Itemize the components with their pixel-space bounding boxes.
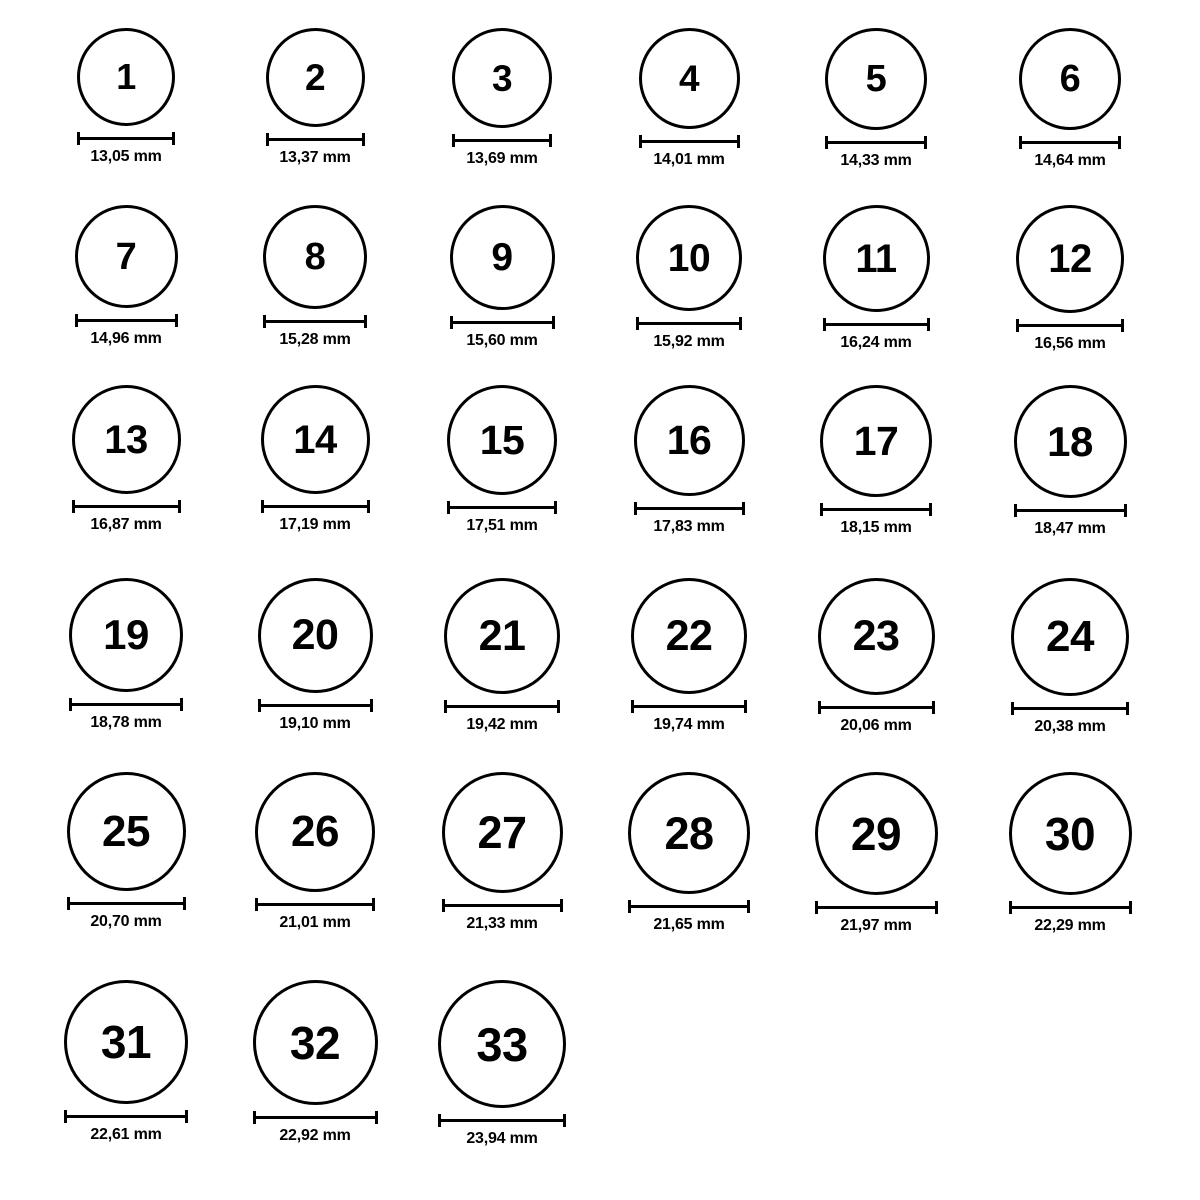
diameter-measure-bar bbox=[263, 315, 367, 327]
diameter-measure-bar bbox=[634, 502, 745, 514]
measure-line bbox=[75, 319, 178, 322]
measure-cap-right bbox=[1121, 319, 1124, 332]
diameter-label: 20,38 mm bbox=[1034, 718, 1106, 735]
diameter-measure-bar bbox=[631, 700, 747, 712]
measure-cap-left bbox=[815, 901, 818, 914]
measure-cap-right bbox=[178, 500, 181, 513]
ring-size-number: 14 bbox=[293, 417, 337, 462]
measure-cap-right bbox=[180, 698, 183, 711]
ring-circle bbox=[631, 578, 747, 694]
measure-cap-left bbox=[1016, 319, 1019, 332]
measure-line bbox=[634, 507, 745, 510]
diameter-measure-bar bbox=[266, 133, 365, 145]
diameter-label: 21,01 mm bbox=[279, 914, 351, 931]
ring-circle bbox=[825, 28, 927, 130]
diameter-measure-bar bbox=[450, 316, 555, 328]
measure-cap-right bbox=[927, 318, 930, 331]
diameter-measure-bar bbox=[444, 700, 560, 712]
ring-circle bbox=[77, 28, 175, 126]
measure-cap-right bbox=[1129, 901, 1132, 914]
measure-line bbox=[67, 902, 186, 905]
measure-cap-left bbox=[639, 135, 642, 148]
diameter-measure-bar bbox=[820, 503, 932, 515]
ring-circle bbox=[820, 385, 932, 497]
measure-cap-right bbox=[185, 1110, 188, 1123]
diameter-measure-bar bbox=[447, 501, 557, 513]
ring-size-number: 7 bbox=[115, 235, 137, 278]
measure-line bbox=[450, 321, 555, 324]
ring-circle bbox=[69, 578, 183, 692]
diameter-label: 14,01 mm bbox=[653, 151, 725, 168]
measure-cap-left bbox=[823, 318, 826, 331]
measure-line bbox=[72, 505, 181, 508]
diameter-measure-bar bbox=[815, 901, 938, 913]
diameter-measure-bar bbox=[1016, 319, 1124, 331]
ring-size-number: 10 bbox=[667, 236, 711, 280]
ring-size-number: 5 bbox=[865, 58, 887, 100]
measure-line bbox=[442, 904, 563, 907]
ring-size-number: 4 bbox=[678, 58, 700, 99]
measure-cap-left bbox=[1019, 136, 1022, 149]
ring-circle bbox=[1011, 578, 1129, 696]
ring-size-cell bbox=[240, 980, 390, 1145]
measure-line bbox=[636, 322, 742, 325]
ring-circle bbox=[450, 205, 555, 310]
measure-cap-right bbox=[932, 701, 935, 714]
diameter-label: 19,42 mm bbox=[466, 716, 538, 733]
measure-line bbox=[261, 505, 370, 508]
measure-cap-left bbox=[442, 899, 445, 912]
measure-cap-right bbox=[372, 898, 375, 911]
ring-size-number: 8 bbox=[304, 236, 326, 278]
diameter-measure-bar bbox=[628, 900, 750, 912]
diameter-label: 17,83 mm bbox=[653, 518, 725, 535]
ring-size-number: 13 bbox=[104, 417, 148, 462]
diameter-measure-bar bbox=[255, 898, 375, 910]
measure-cap-left bbox=[77, 132, 80, 145]
diameter-measure-bar bbox=[452, 134, 552, 146]
ring-size-number: 24 bbox=[1046, 612, 1094, 661]
diameter-label: 18,78 mm bbox=[90, 714, 162, 731]
ring-size-cell bbox=[995, 28, 1145, 170]
ring-circle bbox=[444, 578, 560, 694]
measure-cap-left bbox=[820, 503, 823, 516]
measure-cap-right bbox=[364, 315, 367, 328]
ring-size-number: 26 bbox=[291, 807, 339, 856]
diameter-measure-bar bbox=[77, 132, 175, 144]
diameter-measure-bar bbox=[1009, 901, 1132, 913]
measure-cap-left bbox=[255, 898, 258, 911]
ring-size-cell bbox=[51, 205, 201, 348]
measure-line bbox=[1016, 324, 1124, 327]
measure-cap-right bbox=[563, 1114, 566, 1127]
ring-size-number: 23 bbox=[852, 612, 900, 660]
ring-size-number: 33 bbox=[476, 1017, 528, 1071]
measure-cap-right bbox=[935, 901, 938, 914]
measure-cap-right bbox=[1126, 702, 1129, 715]
measure-line bbox=[818, 706, 935, 709]
measure-cap-left bbox=[628, 900, 631, 913]
diameter-label: 17,51 mm bbox=[466, 517, 538, 534]
measure-cap-left bbox=[818, 701, 821, 714]
measure-line bbox=[263, 320, 367, 323]
ring-circle bbox=[258, 578, 373, 693]
diameter-label: 22,92 mm bbox=[279, 1127, 351, 1144]
ring-size-cell bbox=[427, 772, 577, 933]
measure-line bbox=[69, 703, 183, 706]
ring-size-cell bbox=[240, 772, 390, 932]
measure-line bbox=[266, 138, 365, 141]
ring-circle bbox=[634, 385, 745, 496]
ring-size-cell bbox=[995, 205, 1145, 353]
ring-size-number: 1 bbox=[116, 56, 136, 97]
measure-cap-left bbox=[447, 501, 450, 514]
ring-size-number: 27 bbox=[477, 807, 527, 858]
diameter-label: 15,92 mm bbox=[653, 333, 725, 350]
measure-cap-left bbox=[1009, 901, 1012, 914]
diameter-measure-bar bbox=[1014, 504, 1127, 516]
measure-cap-left bbox=[64, 1110, 67, 1123]
diameter-label: 13,37 mm bbox=[279, 149, 351, 166]
measure-line bbox=[815, 906, 938, 909]
measure-line bbox=[825, 141, 927, 144]
measure-cap-right bbox=[175, 314, 178, 327]
measure-cap-right bbox=[929, 503, 932, 516]
ring-size-cell bbox=[240, 578, 390, 733]
measure-cap-left bbox=[69, 698, 72, 711]
ring-size-number: 22 bbox=[665, 611, 713, 660]
ring-circle bbox=[67, 772, 186, 891]
diameter-label: 14,33 mm bbox=[840, 152, 912, 169]
diameter-label: 22,61 mm bbox=[90, 1126, 162, 1143]
ring-size-number: 2 bbox=[304, 57, 326, 98]
ring-size-cell bbox=[801, 205, 951, 352]
measure-line bbox=[631, 705, 747, 708]
ring-circle bbox=[72, 385, 181, 494]
measure-cap-right bbox=[1118, 136, 1121, 149]
ring-size-cell bbox=[427, 385, 577, 535]
measure-cap-left bbox=[825, 136, 828, 149]
ring-size-number: 28 bbox=[664, 807, 714, 859]
measure-line bbox=[639, 140, 740, 143]
measure-line bbox=[64, 1115, 188, 1118]
measure-line bbox=[1011, 707, 1129, 710]
ring-circle bbox=[628, 772, 750, 894]
ring-circle bbox=[447, 385, 557, 495]
measure-line bbox=[628, 905, 750, 908]
measure-cap-right bbox=[744, 700, 747, 713]
diameter-label: 17,19 mm bbox=[279, 516, 351, 533]
ring-size-cell bbox=[51, 28, 201, 166]
ring-circle bbox=[1016, 205, 1124, 313]
ring-circle bbox=[639, 28, 740, 129]
measure-cap-right bbox=[1124, 504, 1127, 517]
ring-size-cell bbox=[614, 772, 764, 934]
measure-line bbox=[1014, 509, 1127, 512]
ring-size-number: 20 bbox=[291, 611, 339, 659]
ring-size-cell bbox=[51, 578, 201, 732]
diameter-measure-bar bbox=[258, 699, 373, 711]
measure-line bbox=[444, 705, 560, 708]
ring-size-cell bbox=[995, 578, 1145, 736]
measure-cap-right bbox=[172, 132, 175, 145]
diameter-label: 20,70 mm bbox=[90, 913, 162, 930]
ring-circle bbox=[818, 578, 935, 695]
measure-line bbox=[438, 1119, 566, 1122]
measure-cap-right bbox=[739, 317, 742, 330]
diameter-measure-bar bbox=[639, 135, 740, 147]
diameter-measure-bar bbox=[253, 1111, 378, 1123]
ring-size-number: 3 bbox=[491, 57, 513, 99]
diameter-label: 21,65 mm bbox=[653, 916, 725, 933]
measure-cap-left bbox=[258, 699, 261, 712]
ring-size-cell bbox=[801, 28, 951, 170]
diameter-label: 19,74 mm bbox=[653, 716, 725, 733]
ring-size-cell bbox=[801, 578, 951, 735]
ring-circle bbox=[442, 772, 563, 893]
ring-circle bbox=[266, 28, 365, 127]
diameter-label: 13,05 mm bbox=[90, 148, 162, 165]
ring-circle bbox=[261, 385, 370, 494]
measure-cap-right bbox=[362, 133, 365, 146]
ring-size-number: 17 bbox=[853, 417, 899, 464]
ring-size-cell bbox=[614, 205, 764, 351]
diameter-measure-bar bbox=[818, 701, 935, 713]
ring-size-number: 9 bbox=[491, 236, 513, 279]
ring-size-number: 29 bbox=[850, 807, 902, 860]
measure-cap-right bbox=[737, 135, 740, 148]
diameter-label: 15,60 mm bbox=[466, 332, 538, 349]
diameter-label: 13,69 mm bbox=[466, 150, 538, 167]
measure-line bbox=[253, 1116, 378, 1119]
diameter-measure-bar bbox=[69, 698, 183, 710]
diameter-measure-bar bbox=[442, 899, 563, 911]
ring-size-number: 25 bbox=[102, 806, 150, 856]
diameter-label: 16,56 mm bbox=[1034, 335, 1106, 352]
measure-cap-left bbox=[444, 700, 447, 713]
ring-size-number: 6 bbox=[1059, 58, 1081, 100]
ring-size-cell bbox=[240, 28, 390, 167]
ring-size-number: 11 bbox=[855, 236, 897, 281]
diameter-measure-bar bbox=[825, 136, 927, 148]
ring-size-cell bbox=[614, 385, 764, 536]
ring-size-cell bbox=[614, 578, 764, 734]
measure-cap-right bbox=[370, 699, 373, 712]
measure-cap-left bbox=[1014, 504, 1017, 517]
measure-cap-right bbox=[554, 501, 557, 514]
measure-cap-left bbox=[636, 317, 639, 330]
measure-cap-right bbox=[742, 502, 745, 515]
ring-size-cell bbox=[51, 385, 201, 534]
ring-size-number: 32 bbox=[289, 1016, 341, 1069]
ring-size-number: 16 bbox=[666, 417, 712, 463]
diameter-label: 19,10 mm bbox=[279, 715, 351, 732]
diameter-label: 14,64 mm bbox=[1034, 152, 1106, 169]
measure-cap-right bbox=[183, 897, 186, 910]
ring-size-number: 31 bbox=[100, 1016, 152, 1068]
ring-size-cell bbox=[801, 385, 951, 537]
measure-cap-right bbox=[924, 136, 927, 149]
diameter-label: 18,15 mm bbox=[840, 519, 912, 536]
measure-cap-right bbox=[552, 316, 555, 329]
ring-size-cell bbox=[427, 578, 577, 734]
ring-circle bbox=[438, 980, 566, 1108]
measure-cap-right bbox=[549, 134, 552, 147]
diameter-measure-bar bbox=[1019, 136, 1121, 148]
ring-circle bbox=[253, 980, 378, 1105]
measure-cap-left bbox=[75, 314, 78, 327]
ring-size-cell bbox=[51, 980, 201, 1144]
diameter-measure-bar bbox=[67, 897, 186, 909]
diameter-label: 15,28 mm bbox=[279, 331, 351, 348]
diameter-measure-bar bbox=[1011, 702, 1129, 714]
measure-cap-right bbox=[747, 900, 750, 913]
diameter-measure-bar bbox=[636, 317, 742, 329]
ring-circle bbox=[1019, 28, 1121, 130]
ring-size-cell bbox=[427, 205, 577, 350]
measure-line bbox=[452, 139, 552, 142]
diameter-label: 21,33 mm bbox=[466, 915, 538, 932]
ring-circle bbox=[263, 205, 367, 309]
measure-line bbox=[1019, 141, 1121, 144]
measure-line bbox=[1009, 906, 1132, 909]
ring-size-number: 30 bbox=[1044, 807, 1096, 860]
ring-size-cell bbox=[427, 980, 577, 1148]
ring-circle bbox=[636, 205, 742, 311]
ring-size-cell bbox=[995, 385, 1145, 538]
diameter-measure-bar bbox=[64, 1110, 188, 1122]
ring-circle bbox=[255, 772, 375, 892]
diameter-label: 18,47 mm bbox=[1034, 520, 1106, 537]
measure-cap-left bbox=[261, 500, 264, 513]
diameter-label: 16,24 mm bbox=[840, 334, 912, 351]
measure-line bbox=[77, 137, 175, 140]
measure-cap-right bbox=[367, 500, 370, 513]
measure-cap-left bbox=[67, 897, 70, 910]
ring-size-cell bbox=[51, 772, 201, 931]
diameter-label: 22,29 mm bbox=[1034, 917, 1106, 934]
measure-cap-left bbox=[438, 1114, 441, 1127]
measure-cap-right bbox=[560, 899, 563, 912]
measure-cap-left bbox=[72, 500, 75, 513]
ring-circle bbox=[823, 205, 930, 312]
ring-size-number: 21 bbox=[478, 611, 526, 660]
measure-line bbox=[823, 323, 930, 326]
measure-cap-right bbox=[557, 700, 560, 713]
measure-line bbox=[820, 508, 932, 511]
ring-size-cell bbox=[427, 28, 577, 168]
ring-circle bbox=[64, 980, 188, 1104]
measure-cap-left bbox=[1011, 702, 1014, 715]
measure-cap-left bbox=[266, 133, 269, 146]
ring-size-number: 19 bbox=[103, 611, 149, 658]
measure-line bbox=[447, 506, 557, 509]
diameter-measure-bar bbox=[438, 1114, 566, 1126]
ring-circle bbox=[452, 28, 552, 128]
ring-size-number: 12 bbox=[1048, 237, 1092, 281]
ring-size-cell bbox=[614, 28, 764, 169]
measure-cap-left bbox=[263, 315, 266, 328]
diameter-measure-bar bbox=[72, 500, 181, 512]
diameter-measure-bar bbox=[75, 314, 178, 326]
diameter-label: 21,97 mm bbox=[840, 917, 912, 934]
measure-cap-left bbox=[452, 134, 455, 147]
ring-circle bbox=[1014, 385, 1127, 498]
diameter-measure-bar bbox=[823, 318, 930, 330]
diameter-label: 14,96 mm bbox=[90, 330, 162, 347]
diameter-label: 23,94 mm bbox=[466, 1130, 538, 1147]
measure-cap-left bbox=[634, 502, 637, 515]
ring-circle bbox=[815, 772, 938, 895]
ring-size-number: 18 bbox=[1047, 417, 1093, 465]
diameter-measure-bar bbox=[261, 500, 370, 512]
ring-size-cell bbox=[240, 385, 390, 534]
ring-size-cell bbox=[995, 772, 1145, 935]
ring-size-number: 15 bbox=[479, 416, 525, 463]
diameter-label: 16,87 mm bbox=[90, 516, 162, 533]
ring-size-cell bbox=[801, 772, 951, 935]
measure-line bbox=[255, 903, 375, 906]
ring-circle bbox=[75, 205, 178, 308]
measure-cap-left bbox=[450, 316, 453, 329]
diameter-label: 20,06 mm bbox=[840, 717, 912, 734]
measure-cap-left bbox=[253, 1111, 256, 1124]
ring-circle bbox=[1009, 772, 1132, 895]
measure-line bbox=[258, 704, 373, 707]
measure-cap-right bbox=[375, 1111, 378, 1124]
measure-cap-left bbox=[631, 700, 634, 713]
ring-size-cell bbox=[240, 205, 390, 349]
